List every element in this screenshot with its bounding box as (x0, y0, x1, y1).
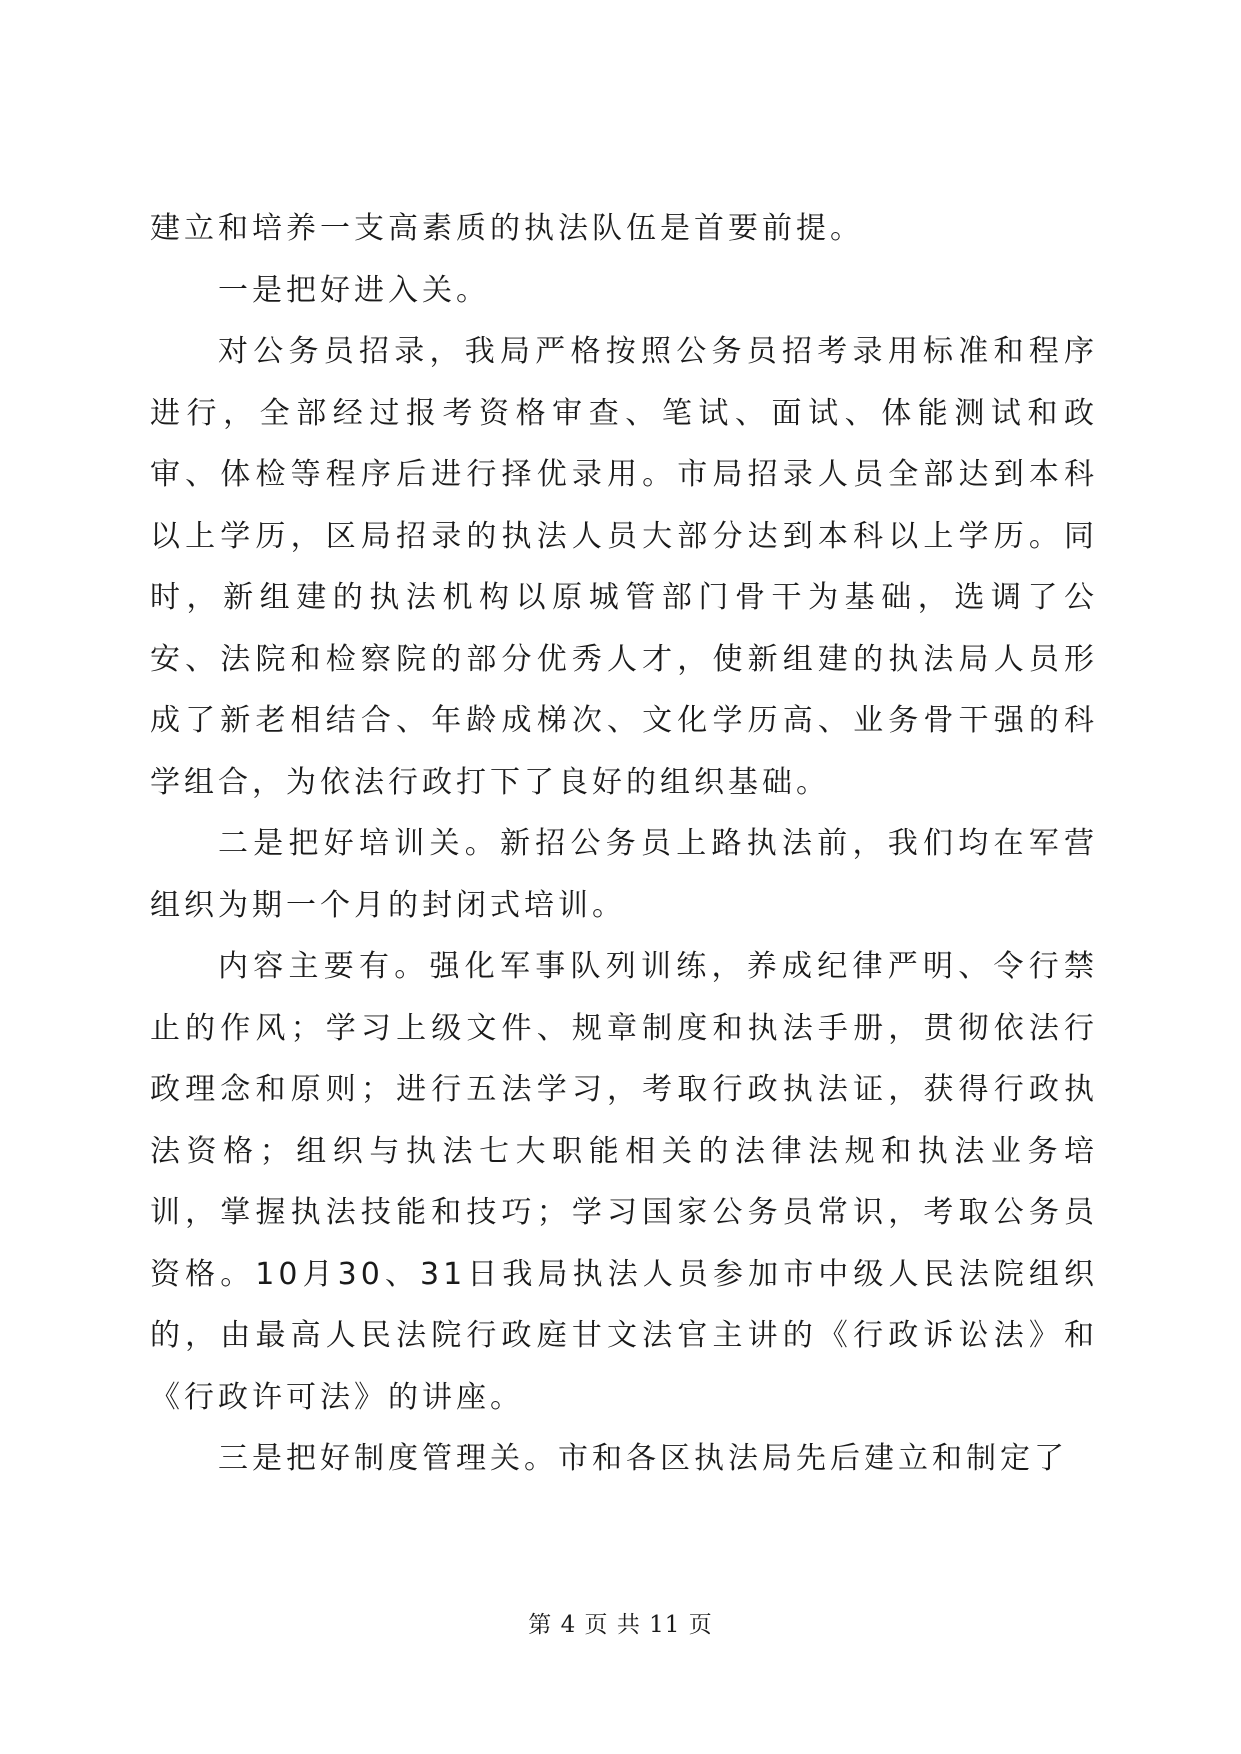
paragraph-5: 内容主要有。强化军事队列训练，养成纪律严明、令行禁止的作风；学习上级文件、规章制度和执法手册，贯彻依法行政理念和原则；进行五法学习，考取行政执法证，获得行政执法资格；组织与执法七大职能相关的法律法规和执法业务培训，掌握执法技能和技巧；学习国家公务员常识，考取公务员资格。10月30、31日我局执法人员参加市中级人民法院组织的，由最高人民法院行政庭甘文法官主讲的《行政诉讼法》和《行政许可法》的讲座。 (150, 949, 1098, 1415)
document-body (150, 198, 1098, 1490)
paragraph-1: 建立和培养一支高素质的执法队伍是首要前提。 (150, 211, 864, 246)
paragraph-4: 二是把好培训关。新招公务员上路执法前，我们均在军营组织为期一个月的封闭式培训。 (150, 826, 1098, 923)
paragraph-3: 对公务员招录，我局严格按照公务员招考录用标准和程序进行，全部经过报考资格审查、笔试、面试、体能测试和政审、体检等程序后进行择优录用。市局招录人员全部达到本科以上学历，区局招录的执法人员大部分达到本科以上学历。同时，新组建的执法机构以原城管部门骨干为基础，选调了公安、法院和检察院的部分优秀人才，使新组建的执法局人员形成了新老相结合、年龄成梯次、文化学历高、业务骨干强的科学组合，为依法行政打下了良好的组织基础。 (150, 334, 1098, 800)
page-number-footer: 第 4 页 共 11 页 (528, 1612, 713, 1638)
paragraph-6: 三是把好制度管理关。市和各区执法局先后建立和制定了 (218, 1441, 1068, 1476)
paragraph-2: 一是把好进入关。 (218, 272, 490, 308)
